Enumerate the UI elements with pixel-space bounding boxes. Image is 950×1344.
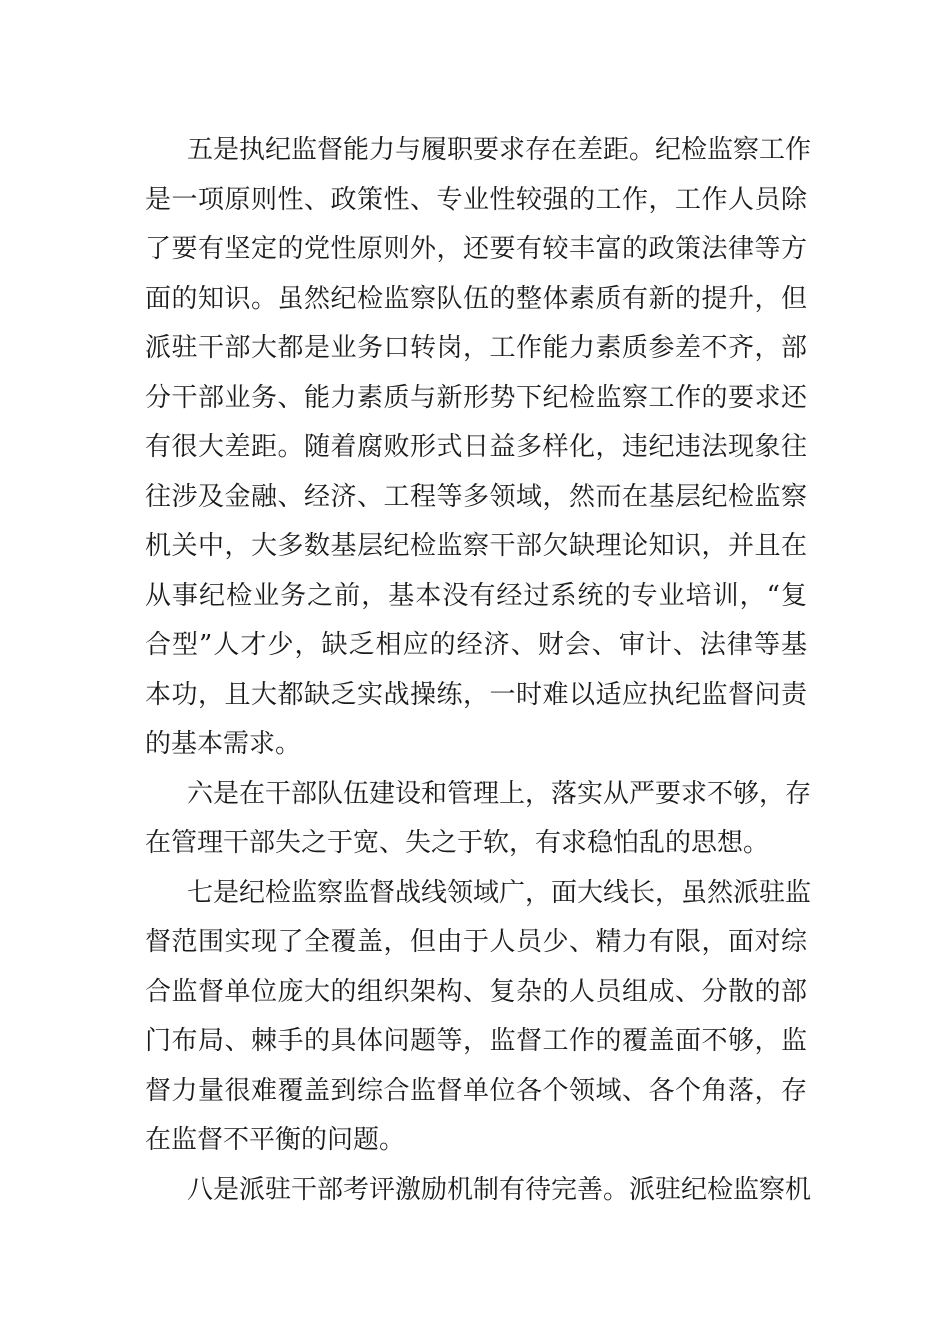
text-line: 七是纪检监察监督战线领域广，面大线长，虽然派驻监 — [187, 877, 812, 908]
text-line: 合监督单位庞大的组织架构、复杂的人员组成、分散的部 — [145, 976, 807, 1007]
text-line: 八是派驻干部考评激励机制有待完善。派驻纪检监察机 — [187, 1174, 812, 1205]
text-line: 从事纪检业务之前，基本没有经过系统的专业培训，“复 — [145, 580, 807, 611]
text-line: 是一项原则性、政策性、专业性较强的工作，工作人员除 — [145, 184, 807, 215]
paragraph-5 — [145, 126, 812, 770]
text-line: 在管理干部失之于宽、失之于软，有求稳怕乱的思想。 — [145, 828, 770, 858]
text-line: 门布局、棘手的具体问题等，监督工作的覆盖面不够，监 — [145, 1026, 807, 1056]
text-line: 有很大差距。随着腐败形式日益多样化，违纪违法现象往 — [145, 432, 807, 462]
text-line: 派驻干部大都是业务口转岗，工作能力素质参差不齐，部 — [145, 333, 807, 363]
text-line: 合型”人才少，缺乏相应的经济、财会、审计、法律等基 — [145, 630, 807, 660]
text-line: 督范围实现了全覆盖，但由于人员少、精力有限，面对综 — [145, 927, 807, 957]
text-line: 本功，且大都缺乏实战操练，一时难以适应执纪监督问责 — [145, 679, 807, 710]
text-line: 分干部业务、能力素质与新形势下纪检监察工作的要求还 — [145, 382, 807, 413]
text-line: 在监督不平衡的问题。 — [145, 1125, 406, 1155]
text-line: 往涉及金融、经济、工程等多领域，然而在基层纪检监察 — [145, 481, 807, 512]
text-line: 的基本需求。 — [145, 729, 302, 759]
text-line: 机关中，大多数基层纪检监察干部欠缺理论知识，并且在 — [145, 531, 807, 561]
body-text — [145, 126, 812, 1215]
text-line: 六是在干部队伍建设和管理上，落实从严要求不够，存 — [187, 778, 812, 809]
paragraph-8 — [145, 1166, 812, 1216]
text-line: 督力量很难覆盖到综合监督单位各个领域、各个角落，存 — [145, 1075, 807, 1106]
paragraph-6 — [145, 770, 812, 869]
text-line: 五是执纪监督能力与履职要求存在差距。纪检监察工作 — [187, 135, 812, 165]
paragraph-7 — [145, 869, 812, 1166]
text-line: 面的知识。虽然纪检监察队伍的整体素质有新的提升，但 — [145, 283, 807, 314]
text-line: 了要有坚定的党性原则外，还要有较丰富的政策法律等方 — [145, 234, 807, 264]
